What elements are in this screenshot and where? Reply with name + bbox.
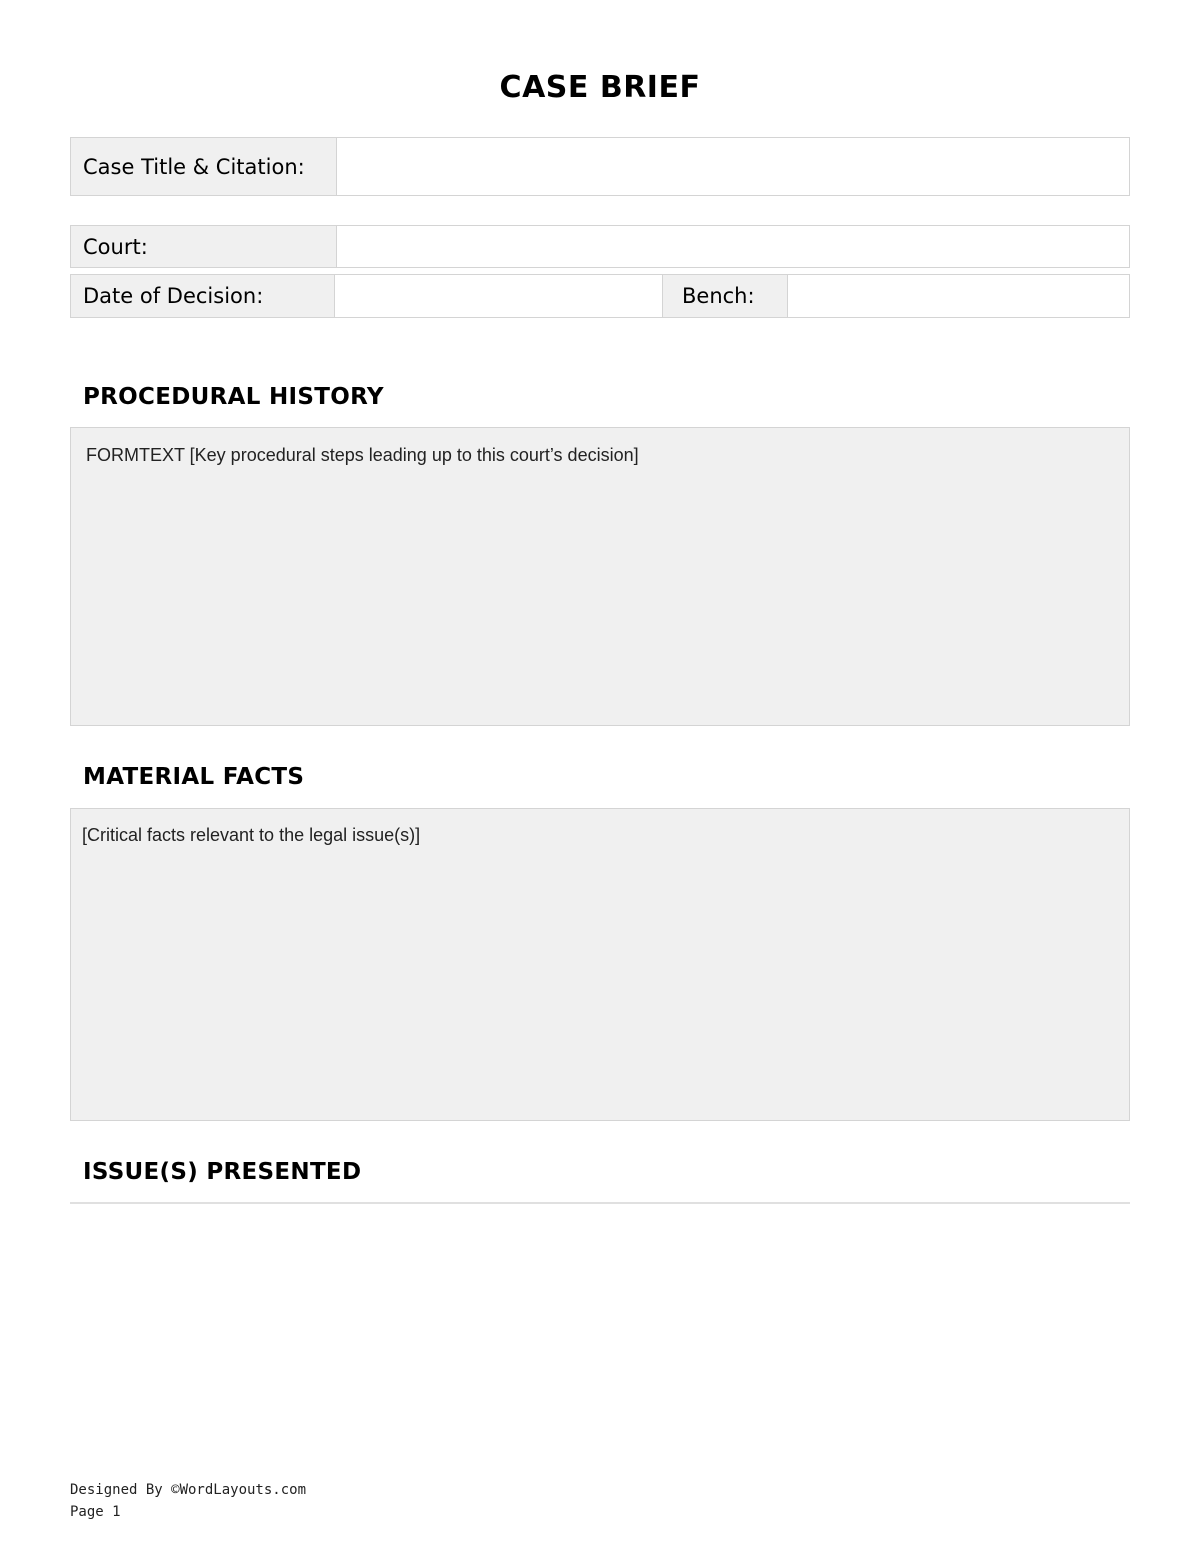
date-of-decision-field[interactable] [334, 275, 663, 317]
issues-presented-heading: ISSUE(S) PRESENTED [83, 1159, 362, 1185]
issues-divider [70, 1202, 1130, 1204]
material-facts-heading: MATERIAL FACTS [83, 764, 305, 790]
court-label: Court: [71, 226, 336, 267]
date-of-decision-label: Date of Decision: [71, 275, 334, 317]
court-field[interactable] [336, 226, 1129, 267]
court-row [70, 225, 1130, 268]
date-bench-row [70, 274, 1130, 318]
material-facts-text-area[interactable]: [Critical facts relevant to the legal issue(s)] [70, 808, 1130, 1121]
case-title-label: Case Title & Citation: [71, 138, 336, 195]
procedural-history-text-area[interactable]: FORMTEXT [Key procedural steps leading up to this court’s decision] [70, 427, 1130, 726]
case-title-field[interactable] [336, 138, 1129, 195]
footer-designed-by: Designed By ©WordLayouts.com [70, 1482, 307, 1498]
footer-page-number: Page 1 [70, 1504, 121, 1520]
bench-field[interactable] [787, 275, 1129, 317]
document-title: CASE BRIEF [499, 70, 701, 105]
case-title-row [70, 137, 1130, 196]
procedural-history-heading: PROCEDURAL HISTORY [83, 384, 384, 410]
bench-label: Bench: [663, 275, 787, 317]
